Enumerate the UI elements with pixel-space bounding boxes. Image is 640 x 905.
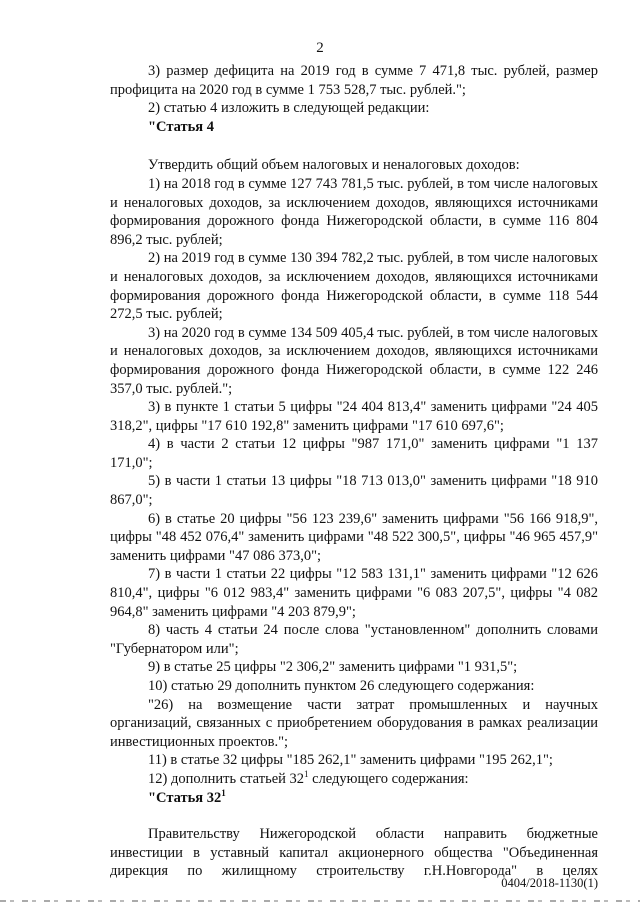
paragraph-2019: 2) на 2019 год в сумме 130 394 782,2 тыс. рублей, в том числе налоговых и неналоговых доходов, за исключением доходов, являющихся источниками формирования дорожного фонда Нижегородской области, в сумме 118 544 272,5 тыс. рублей;	[110, 250, 598, 323]
paragraph-item-11: 11) в статье 32 цифры "185 262,1" заменить цифрами "195 262,1";	[148, 752, 553, 769]
paragraph-deficit: 3) размер дефицита на 2019 год в сумме 7 471,8 тыс. рублей, размер профицита на 2020 год в сумме 1 753 528,7 тыс. рублей.";	[110, 63, 598, 98]
heading-article-32-superscript: 1	[221, 787, 226, 798]
document-code: 0404/2018-1130(1)	[501, 876, 598, 890]
item-12-text-end: следующего содержания:	[308, 770, 469, 787]
paragraph-point-26: "26) на возмещение части затрат промышленных и научных организаций, связанных с приобретением оборудования в рамках реализации инвестиционных проектов.";	[110, 696, 598, 750]
paragraph-item-6: 6) в статье 20 цифры "56 123 239,6" заменить цифрами "56 166 918,9", цифры "48 452 076,4" заменить цифрами "48 522 300,5", цифры "46 965 457,9" заменить цифрами "47 086 373,0";	[110, 510, 598, 564]
paragraph-article4-instruction: 2) статью 4 изложить в следующей редакции:	[148, 100, 430, 117]
spacer	[110, 807, 598, 825]
heading-article-32-text: "Статья 32	[148, 789, 222, 806]
paragraph-item-7: 7) в части 1 статьи 22 цифры "12 583 131,1" заменить цифрами "12 626 810,4", цифры "6 012 983,4" заменить цифрами "6 083 207,5", цифры "4 082 964,8" заменить цифрами "4 203 879,9";	[110, 566, 598, 620]
paragraph-2018: 1) на 2018 год в сумме 127 743 781,5 тыс. рублей, в том числе налоговых и неналоговых доходов, за исключением доходов, являющихся источниками формирования дорожного фонда Нижегородской области, в сумме 116 804 896,2 тыс. рублей;	[110, 175, 598, 248]
spacer	[110, 136, 598, 156]
heading-article-32-1	[110, 789, 598, 808]
paragraph-item-12	[110, 770, 598, 789]
paragraph-item-10: 10) статью 29 дополнить пунктом 26 следующего содержания:	[148, 678, 535, 694]
document-body	[110, 62, 598, 881]
item-12-superscript: 1	[304, 769, 309, 780]
scan-artifact-line	[0, 900, 640, 902]
page-number: 2	[316, 40, 324, 56]
heading-article-4: "Статья 4	[148, 118, 215, 135]
paragraph-item-4: 4) в части 2 статьи 12 цифры "987 171,0" заменить цифрами "1 137 171,0";	[110, 436, 598, 471]
paragraph-item-3: 3) в пункте 1 статьи 5 цифры "24 404 813,4" заменить цифрами "24 405 318,2", цифры "17 610 192,8" заменить цифрами "17 610 697,6";	[110, 399, 598, 434]
paragraph-2020: 3) на 2020 год в сумме 134 509 405,4 тыс. рублей, в том числе налоговых и неналоговых доходов, за исключением доходов, являющихся источниками формирования дорожного фонда Нижегородской области, в сумме 122 246 357,0 тыс. рублей.";	[110, 324, 598, 397]
paragraph-government-investment: Правительству Нижегородской области направить бюджетные инвестиции в уставный капитал акционерного общества "Объединенная дирекция по жилищному строительству г.Н.Новгорода" в целях	[110, 826, 598, 880]
paragraph-item-8: 8) часть 4 статьи 24 после слова "установленном" дополнить словами "Губернатором или";	[110, 622, 598, 657]
paragraph-item-5: 5) в части 1 статьи 13 цифры "18 713 013,0" заменить цифрами "18 910 867,0";	[110, 473, 598, 509]
paragraph-revenue-intro: Утвердить общий объем налоговых и неналоговых доходов:	[148, 157, 520, 174]
item-12-text: 12) дополнить статьей 32	[148, 770, 305, 787]
paragraph-item-9: 9) в статье 25 цифры "2 306,2" заменить цифрами "1 931,5";	[148, 659, 518, 676]
